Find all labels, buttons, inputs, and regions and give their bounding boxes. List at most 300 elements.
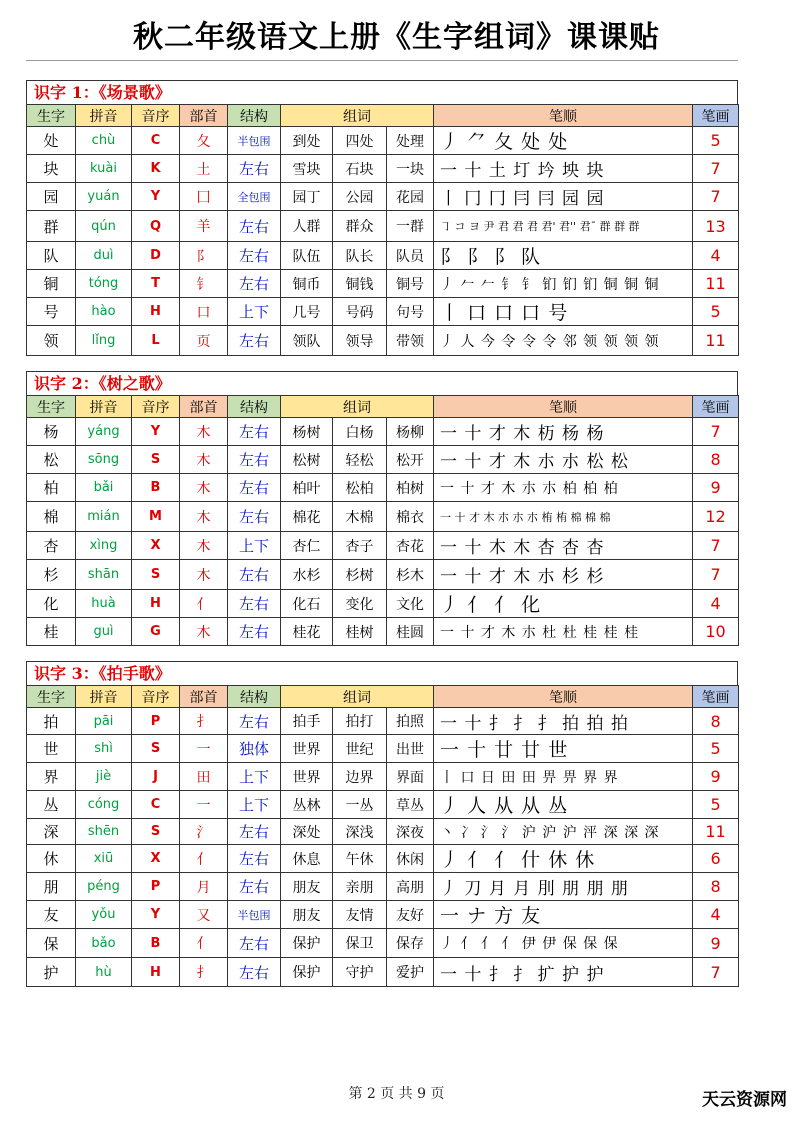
header-pinyin: 拼音	[76, 105, 132, 127]
initial-cell: G	[132, 618, 180, 646]
structure-cell: 左右	[228, 242, 281, 270]
word-cell: 友情	[333, 901, 387, 929]
character-cell: 柏	[27, 474, 76, 502]
header-words: 组词	[281, 105, 434, 127]
structure-cell: 上下	[228, 763, 281, 791]
structure-cell: 独体	[228, 735, 281, 763]
word-cell: 杏花	[387, 532, 434, 560]
structure-cell: 左右	[228, 590, 281, 618]
table-row	[27, 929, 739, 958]
word-cell: 保存	[387, 929, 434, 958]
word-cell: 公园	[333, 183, 387, 211]
character-cell: 杉	[27, 560, 76, 590]
pinyin-cell: shì	[76, 735, 132, 763]
table-row	[27, 155, 739, 183]
initial-cell: X	[132, 845, 180, 873]
word-cell: 朋友	[281, 873, 333, 901]
header-count: 笔画	[693, 396, 739, 418]
structure-cell: 左右	[228, 155, 281, 183]
initial-cell: S	[132, 446, 180, 474]
initial-cell: Q	[132, 211, 180, 242]
word-cell: 杏子	[333, 532, 387, 560]
table-row	[27, 819, 739, 845]
word-cell: 保护	[281, 929, 333, 958]
radical-cell: 氵	[180, 819, 228, 845]
word-cell: 棉花	[281, 502, 333, 532]
table-row	[27, 270, 739, 298]
character-cell: 队	[27, 242, 76, 270]
stroke-count-cell: 7	[693, 183, 739, 211]
stroke-count-cell: 7	[693, 958, 739, 987]
stroke-order-cell: 丿 人 今 令 令 令 邻 领 领 领 领	[434, 326, 693, 356]
radical-cell: 亻	[180, 929, 228, 958]
section-heading: 识字 3：《拍手歌》	[26, 661, 738, 685]
initial-cell: P	[132, 873, 180, 901]
stroke-count-cell: 11	[693, 819, 739, 845]
word-cell: 朋友	[281, 901, 333, 929]
structure-cell: 左右	[228, 560, 281, 590]
stroke-count-cell: 7	[693, 532, 739, 560]
word-cell: 到处	[281, 127, 333, 155]
section-heading: 识字 1：《场景歌》	[26, 80, 738, 104]
word-cell: 深处	[281, 819, 333, 845]
stroke-order-cell: 丿 亻 亻 化	[434, 590, 693, 618]
header-char: 生字	[27, 686, 76, 708]
word-cell: 杨树	[281, 418, 333, 446]
structure-cell: 左右	[228, 446, 281, 474]
initial-cell: Y	[132, 418, 180, 446]
pinyin-cell: xiū	[76, 845, 132, 873]
table-row	[27, 901, 739, 929]
pinyin-cell: cóng	[76, 791, 132, 819]
word-cell: 园丁	[281, 183, 333, 211]
stroke-count-cell: 11	[693, 326, 739, 356]
word-cell: 石块	[333, 155, 387, 183]
radical-cell: 口	[180, 298, 228, 326]
table-row	[27, 791, 739, 819]
stroke-order-cell: ㇆ コ ヨ 尹 君 君 君 君' 君'' 君¯ 群 群 群	[434, 211, 693, 242]
character-table	[26, 104, 739, 356]
word-cell: 柏树	[387, 474, 434, 502]
structure-cell: 左右	[228, 708, 281, 735]
stroke-order-cell: 一 十 扌 扌 扌 拍 拍 拍	[434, 708, 693, 735]
pinyin-cell: hào	[76, 298, 132, 326]
word-cell: 世纪	[333, 735, 387, 763]
pinyin-cell: yuán	[76, 183, 132, 211]
pinyin-cell: shān	[76, 560, 132, 590]
word-cell: 队伍	[281, 242, 333, 270]
structure-cell: 左右	[228, 873, 281, 901]
word-cell: 保护	[281, 958, 333, 987]
table-row	[27, 127, 739, 155]
word-cell: 带领	[387, 326, 434, 356]
table-row	[27, 326, 739, 356]
table-row	[27, 763, 739, 791]
section-lesson-3	[26, 661, 738, 987]
header-structure: 结构	[228, 105, 281, 127]
table-row	[27, 958, 739, 987]
pinyin-cell: lǐng	[76, 326, 132, 356]
pinyin-cell: bǎo	[76, 929, 132, 958]
word-cell: 世界	[281, 763, 333, 791]
radical-cell: 木	[180, 532, 228, 560]
stroke-order-cell: 丿 ⺈ 夂 处 处	[434, 127, 693, 155]
initial-cell: D	[132, 242, 180, 270]
structure-cell: 左右	[228, 958, 281, 987]
table-row	[27, 708, 739, 735]
character-cell: 杨	[27, 418, 76, 446]
stroke-count-cell: 10	[693, 618, 739, 646]
structure-cell: 左右	[228, 618, 281, 646]
stroke-order-cell: 一 ナ 方 友	[434, 901, 693, 929]
stroke-order-cell: 一 十 才 木 朩 杜 杜 桂 桂 桂	[434, 618, 693, 646]
header-radical: 部首	[180, 686, 228, 708]
stroke-count-cell: 9	[693, 763, 739, 791]
header-initial: 音序	[132, 105, 180, 127]
word-cell: 铜币	[281, 270, 333, 298]
word-cell: 杨柳	[387, 418, 434, 446]
stroke-count-cell: 8	[693, 446, 739, 474]
word-cell: 午休	[333, 845, 387, 873]
word-cell: 白杨	[333, 418, 387, 446]
structure-cell: 左右	[228, 418, 281, 446]
header-radical: 部首	[180, 105, 228, 127]
header-strokes: 笔顺	[434, 396, 693, 418]
stroke-count-cell: 5	[693, 791, 739, 819]
table-row	[27, 532, 739, 560]
word-cell: 轻松	[333, 446, 387, 474]
header-initial: 音序	[132, 396, 180, 418]
pinyin-cell: qún	[76, 211, 132, 242]
stroke-order-cell: 丨 冂 冂 冃 冃 园 园	[434, 183, 693, 211]
stroke-count-cell: 12	[693, 502, 739, 532]
stroke-count-cell: 7	[693, 418, 739, 446]
radical-cell: 又	[180, 901, 228, 929]
stroke-count-cell: 4	[693, 590, 739, 618]
word-cell: 草丛	[387, 791, 434, 819]
initial-cell: M	[132, 502, 180, 532]
header-strokes: 笔顺	[434, 686, 693, 708]
word-cell: 棉衣	[387, 502, 434, 532]
stroke-order-cell: 一 十 土 圢 坅 坱 块	[434, 155, 693, 183]
stroke-count-cell: 6	[693, 845, 739, 873]
character-cell: 友	[27, 901, 76, 929]
structure-cell: 半包围	[228, 127, 281, 155]
character-cell: 拍	[27, 708, 76, 735]
structure-cell: 上下	[228, 791, 281, 819]
radical-cell: 木	[180, 560, 228, 590]
stroke-count-cell: 5	[693, 298, 739, 326]
radical-cell: 夂	[180, 127, 228, 155]
structure-cell: 左右	[228, 929, 281, 958]
table-row	[27, 298, 739, 326]
header-char: 生字	[27, 105, 76, 127]
page-title: 秋二年级语文上册《生字组词》课课贴	[133, 20, 660, 55]
word-cell: 水杉	[281, 560, 333, 590]
header-char: 生字	[27, 396, 76, 418]
word-cell: 休闲	[387, 845, 434, 873]
stroke-count-cell: 5	[693, 735, 739, 763]
header-row	[27, 105, 739, 127]
pinyin-cell: jiè	[76, 763, 132, 791]
character-cell: 保	[27, 929, 76, 958]
character-table	[26, 685, 739, 987]
structure-cell: 上下	[228, 298, 281, 326]
word-cell: 休息	[281, 845, 333, 873]
header-strokes: 笔顺	[434, 105, 693, 127]
character-cell: 处	[27, 127, 76, 155]
radical-cell: 钅	[180, 270, 228, 298]
table-row	[27, 873, 739, 901]
stroke-count-cell: 11	[693, 270, 739, 298]
word-cell: 杉木	[387, 560, 434, 590]
stroke-order-cell: 一 十 才 木 杤 杨 杨	[434, 418, 693, 446]
pinyin-cell: sōng	[76, 446, 132, 474]
initial-cell: H	[132, 298, 180, 326]
structure-cell: 半包围	[228, 901, 281, 929]
header-count: 笔画	[693, 105, 739, 127]
title-divider	[26, 60, 738, 61]
header-pinyin: 拼音	[76, 396, 132, 418]
radical-cell: 木	[180, 618, 228, 646]
radical-cell: 月	[180, 873, 228, 901]
pinyin-cell: yáng	[76, 418, 132, 446]
header-structure: 结构	[228, 686, 281, 708]
table-row	[27, 242, 739, 270]
word-cell: 句号	[387, 298, 434, 326]
header-row	[27, 396, 739, 418]
word-cell: 桂树	[333, 618, 387, 646]
stroke-count-cell: 4	[693, 901, 739, 929]
initial-cell: B	[132, 929, 180, 958]
section-lesson-2	[26, 371, 738, 646]
table-row	[27, 618, 739, 646]
radical-cell: 一	[180, 791, 228, 819]
word-cell: 人群	[281, 211, 333, 242]
word-cell: 爱护	[387, 958, 434, 987]
table-row	[27, 446, 739, 474]
character-cell: 深	[27, 819, 76, 845]
word-cell: 高朋	[387, 873, 434, 901]
word-cell: 木棉	[333, 502, 387, 532]
pinyin-cell: duì	[76, 242, 132, 270]
radical-cell: 木	[180, 474, 228, 502]
section-heading: 识字 2：《树之歌》	[26, 371, 738, 395]
header-words: 组词	[281, 686, 434, 708]
stroke-order-cell: 丿 亻 亻 什 休 休	[434, 845, 693, 873]
word-cell: 世界	[281, 735, 333, 763]
watermark: 天云资源网	[702, 1090, 787, 1110]
radical-cell: 木	[180, 418, 228, 446]
word-cell: 亲朋	[333, 873, 387, 901]
header-initial: 音序	[132, 686, 180, 708]
radical-cell: 一	[180, 735, 228, 763]
character-cell: 棉	[27, 502, 76, 532]
character-cell: 丛	[27, 791, 76, 819]
word-cell: 柏叶	[281, 474, 333, 502]
stroke-count-cell: 8	[693, 708, 739, 735]
table-row	[27, 590, 739, 618]
header-structure: 结构	[228, 396, 281, 418]
word-cell: 领导	[333, 326, 387, 356]
initial-cell: K	[132, 155, 180, 183]
word-cell: 拍手	[281, 708, 333, 735]
character-cell: 世	[27, 735, 76, 763]
stroke-order-cell: ⻖ 阝 阝 队	[434, 242, 693, 270]
stroke-order-cell: 丿 𠂉 𠂉 钅 钅 钔 钔 钔 铜 铜 铜	[434, 270, 693, 298]
word-cell: 桂花	[281, 618, 333, 646]
word-cell: 号码	[333, 298, 387, 326]
radical-cell: 扌	[180, 708, 228, 735]
stroke-count-cell: 9	[693, 474, 739, 502]
table-row	[27, 735, 739, 763]
structure-cell: 左右	[228, 474, 281, 502]
character-cell: 休	[27, 845, 76, 873]
structure-cell: 左右	[228, 326, 281, 356]
character-cell: 铜	[27, 270, 76, 298]
word-cell: 群众	[333, 211, 387, 242]
radical-cell: 羊	[180, 211, 228, 242]
table-row	[27, 183, 739, 211]
stroke-order-cell: 一 十 才 木 朩 朩 柏 柏 柏	[434, 474, 693, 502]
character-cell: 号	[27, 298, 76, 326]
initial-cell: S	[132, 560, 180, 590]
stroke-order-cell: 丿 亻 亻 亻 伊 伊 保 保 保	[434, 929, 693, 958]
character-cell: 园	[27, 183, 76, 211]
pinyin-cell: huà	[76, 590, 132, 618]
radical-cell: 亻	[180, 590, 228, 618]
word-cell: 四处	[333, 127, 387, 155]
character-cell: 护	[27, 958, 76, 987]
pinyin-cell: guì	[76, 618, 132, 646]
table-row	[27, 560, 739, 590]
pinyin-cell: shēn	[76, 819, 132, 845]
page-footer: 第 2 页 共 9 页	[348, 1086, 445, 1102]
header-count: 笔画	[693, 686, 739, 708]
table-row	[27, 845, 739, 873]
word-cell: 处理	[387, 127, 434, 155]
table-row	[27, 474, 739, 502]
pinyin-cell: pāi	[76, 708, 132, 735]
word-cell: 松柏	[333, 474, 387, 502]
word-cell: 界面	[387, 763, 434, 791]
table-row	[27, 418, 739, 446]
stroke-order-cell: 一 十 才 木 朩 朩 松 松	[434, 446, 693, 474]
radical-cell: 阝	[180, 242, 228, 270]
word-cell: 松开	[387, 446, 434, 474]
structure-cell: 左右	[228, 211, 281, 242]
radical-cell: 木	[180, 446, 228, 474]
word-cell: 队员	[387, 242, 434, 270]
initial-cell: H	[132, 590, 180, 618]
stroke-order-cell: 丶 冫 氵 氵 沪 沪 沪 泙 深 深 深	[434, 819, 693, 845]
radical-cell: 田	[180, 763, 228, 791]
structure-cell: 左右	[228, 845, 281, 873]
character-table	[26, 395, 739, 646]
word-cell: 几号	[281, 298, 333, 326]
word-cell: 一块	[387, 155, 434, 183]
word-cell: 拍照	[387, 708, 434, 735]
word-cell: 拍打	[333, 708, 387, 735]
initial-cell: Y	[132, 183, 180, 211]
character-cell: 化	[27, 590, 76, 618]
stroke-order-cell: 一 十 才 木 朩 朩 朩 栯 栯 棉 棉 棉	[434, 502, 693, 532]
character-cell: 界	[27, 763, 76, 791]
initial-cell: L	[132, 326, 180, 356]
pinyin-cell: kuài	[76, 155, 132, 183]
initial-cell: S	[132, 819, 180, 845]
stroke-order-cell: 丨 口 口 口 号	[434, 298, 693, 326]
stroke-count-cell: 8	[693, 873, 739, 901]
character-cell: 桂	[27, 618, 76, 646]
character-cell: 朋	[27, 873, 76, 901]
radical-cell: 扌	[180, 958, 228, 987]
word-cell: 化石	[281, 590, 333, 618]
word-cell: 杏仁	[281, 532, 333, 560]
initial-cell: H	[132, 958, 180, 987]
character-cell: 松	[27, 446, 76, 474]
word-cell: 杉树	[333, 560, 387, 590]
radical-cell: 木	[180, 502, 228, 532]
character-cell: 块	[27, 155, 76, 183]
pinyin-cell: bǎi	[76, 474, 132, 502]
word-cell: 边界	[333, 763, 387, 791]
word-cell: 变化	[333, 590, 387, 618]
pinyin-cell: péng	[76, 873, 132, 901]
stroke-order-cell: 丿 人 从 从 丛	[434, 791, 693, 819]
pinyin-cell: xìng	[76, 532, 132, 560]
word-cell: 友好	[387, 901, 434, 929]
stroke-order-cell: 丿 刀 月 月 刖 朋 朋 朋	[434, 873, 693, 901]
initial-cell: J	[132, 763, 180, 791]
word-cell: 保卫	[333, 929, 387, 958]
stroke-count-cell: 7	[693, 155, 739, 183]
stroke-count-cell: 9	[693, 929, 739, 958]
stroke-order-cell: 一 十 廿 廿 世	[434, 735, 693, 763]
word-cell: 桂圆	[387, 618, 434, 646]
table-row	[27, 211, 739, 242]
character-cell: 领	[27, 326, 76, 356]
word-cell: 队长	[333, 242, 387, 270]
radical-cell: 亻	[180, 845, 228, 873]
word-cell: 文化	[387, 590, 434, 618]
word-cell: 守护	[333, 958, 387, 987]
pinyin-cell: mián	[76, 502, 132, 532]
radical-cell: 囗	[180, 183, 228, 211]
stroke-order-cell: 一 十 扌 扌 扩 护 护	[434, 958, 693, 987]
stroke-count-cell: 7	[693, 560, 739, 590]
initial-cell: T	[132, 270, 180, 298]
structure-cell: 左右	[228, 819, 281, 845]
header-words: 组词	[281, 396, 434, 418]
word-cell: 一丛	[333, 791, 387, 819]
initial-cell: B	[132, 474, 180, 502]
stroke-count-cell: 4	[693, 242, 739, 270]
initial-cell: S	[132, 735, 180, 763]
table-row	[27, 502, 739, 532]
radical-cell: 土	[180, 155, 228, 183]
header-radical: 部首	[180, 396, 228, 418]
word-cell: 花园	[387, 183, 434, 211]
initial-cell: C	[132, 791, 180, 819]
structure-cell: 上下	[228, 532, 281, 560]
word-cell: 雪块	[281, 155, 333, 183]
word-cell: 铜号	[387, 270, 434, 298]
header-row	[27, 686, 739, 708]
word-cell: 出世	[387, 735, 434, 763]
header-pinyin: 拼音	[76, 686, 132, 708]
word-cell: 一群	[387, 211, 434, 242]
